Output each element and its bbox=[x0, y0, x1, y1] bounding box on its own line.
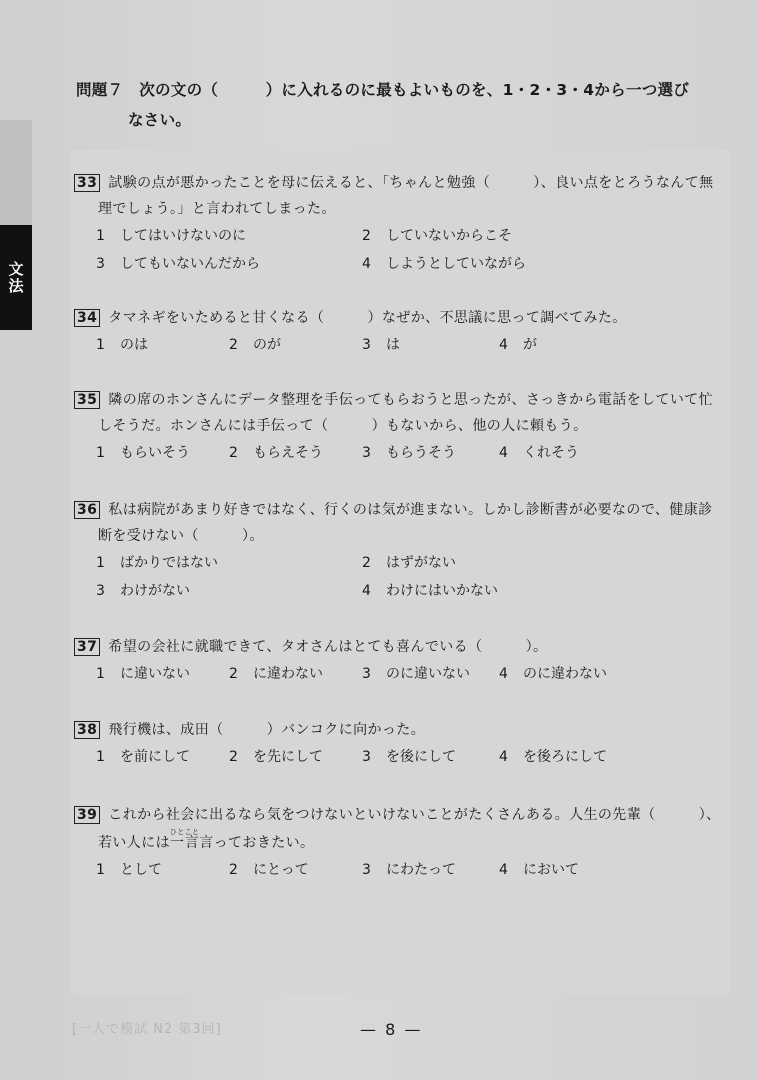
option-3[interactable]: 3 わけがない bbox=[96, 583, 190, 599]
option-1[interactable]: 1 に違いない bbox=[96, 666, 190, 682]
question-text-line-2: 若い人には一言ひとこと言っておきたい。 bbox=[98, 828, 315, 851]
option-3[interactable]: 3 は bbox=[362, 337, 400, 353]
option-1[interactable]: 1 してはいけないのに bbox=[96, 228, 246, 244]
option-3[interactable]: 3 を後にして bbox=[362, 749, 456, 765]
question-text-line-1: 試験の点が悪かったことを母に伝えると、「ちゃんと勉強（ ）、良い点をとろうなんて無 bbox=[108, 175, 714, 191]
question-37 bbox=[74, 634, 734, 688]
option-2[interactable]: 2 を先にして bbox=[229, 749, 323, 765]
question-number: 38 bbox=[74, 721, 100, 739]
question-text-line-2: 断を受けない（ ）。 bbox=[98, 528, 264, 544]
option-3[interactable]: 3 のに違いない bbox=[362, 666, 470, 682]
option-4[interactable]: 4 が bbox=[499, 337, 537, 353]
option-2[interactable]: 2 もらえそう bbox=[229, 445, 323, 461]
side-tab-label: 文法 bbox=[6, 260, 25, 295]
option-2[interactable]: 2 はずがない bbox=[362, 555, 456, 571]
option-3[interactable]: 3 にわたって bbox=[362, 862, 456, 878]
option-1[interactable]: 1 を前にして bbox=[96, 749, 190, 765]
option-3[interactable]: 3 してもいないんだから bbox=[96, 256, 260, 272]
option-4[interactable]: 4 を後ろにして bbox=[499, 749, 607, 765]
question-number: 35 bbox=[74, 391, 100, 409]
question-number: 37 bbox=[74, 638, 100, 656]
question-text-line-1: 希望の会社に就職できて、タオさんはとても喜んでいる（ ）。 bbox=[108, 639, 548, 655]
option-2[interactable]: 2 にとって bbox=[229, 862, 309, 878]
question-number: 33 bbox=[74, 174, 100, 192]
question-38 bbox=[74, 717, 734, 771]
question-text-line-1: 飛行機は、成田（ ）バンコクに向かった。 bbox=[108, 722, 426, 738]
question-39 bbox=[74, 802, 734, 884]
option-1[interactable]: 1 として bbox=[96, 862, 162, 878]
option-4[interactable]: 4 のに違わない bbox=[499, 666, 607, 682]
option-4[interactable]: 4 くれそう bbox=[499, 445, 579, 461]
option-1[interactable]: 1 もらいそう bbox=[96, 445, 190, 461]
option-4[interactable]: 4 わけにはいかない bbox=[362, 583, 498, 599]
ruby-word: 一言ひとこと bbox=[169, 828, 200, 851]
option-4[interactable]: 4 において bbox=[499, 862, 579, 878]
question-35 bbox=[74, 387, 734, 467]
option-2[interactable]: 2 に違わない bbox=[229, 666, 323, 682]
question-text-line-1: これから社会に出るなら気をつけないといけないことがたくさんある。人生の先輩（ ）、 bbox=[108, 807, 721, 823]
option-3[interactable]: 3 もらうそう bbox=[362, 445, 456, 461]
instruction-line-2: なさい。 bbox=[128, 111, 192, 129]
option-2[interactable]: 2 のが bbox=[229, 337, 281, 353]
question-text-line-1: 私は病院があまり好きではなく、行くのは気が進まない。しかし診断書が必要なので、健康診 bbox=[108, 502, 713, 518]
option-1[interactable]: 1 のは bbox=[96, 337, 148, 353]
option-2[interactable]: 2 していないからこそ bbox=[362, 228, 512, 244]
question-34 bbox=[74, 305, 734, 359]
question-number: 36 bbox=[74, 501, 100, 519]
question-text-line-1: 隣の席のホンさんにデータ整理を手伝ってもらおうと思ったが、さっきから電話をしていて忙 bbox=[108, 392, 714, 408]
question-number: 34 bbox=[74, 309, 100, 327]
side-index-tab bbox=[0, 225, 32, 330]
question-text-line-2: しそうだ。ホンさんには手伝って（ ）もないから、他の人に頼もう。 bbox=[98, 418, 588, 434]
faded-footer-text: [一人で模試 N2 第3回] bbox=[72, 1022, 222, 1037]
option-4[interactable]: 4 しようとしていながら bbox=[362, 256, 526, 272]
question-33 bbox=[74, 170, 734, 278]
question-36 bbox=[74, 497, 734, 605]
option-1[interactable]: 1 ばかりではない bbox=[96, 555, 218, 571]
side-index-gray bbox=[0, 120, 32, 225]
question-text-line-1: タマネギをいためると甘くなる（ ）なぜか、不思議に思って調べてみた。 bbox=[108, 310, 627, 326]
page-number: — 8 — bbox=[360, 1020, 423, 1039]
question-text-line-2: 理でしょう。」と言われてしまった。 bbox=[98, 201, 336, 217]
question-number: 39 bbox=[74, 806, 100, 824]
instruction-line-1: 問題７ 次の文の（ ）に入れるのに最もよいものを、1・2・3・4から一つ選び bbox=[76, 81, 690, 99]
instruction-heading bbox=[76, 75, 736, 135]
